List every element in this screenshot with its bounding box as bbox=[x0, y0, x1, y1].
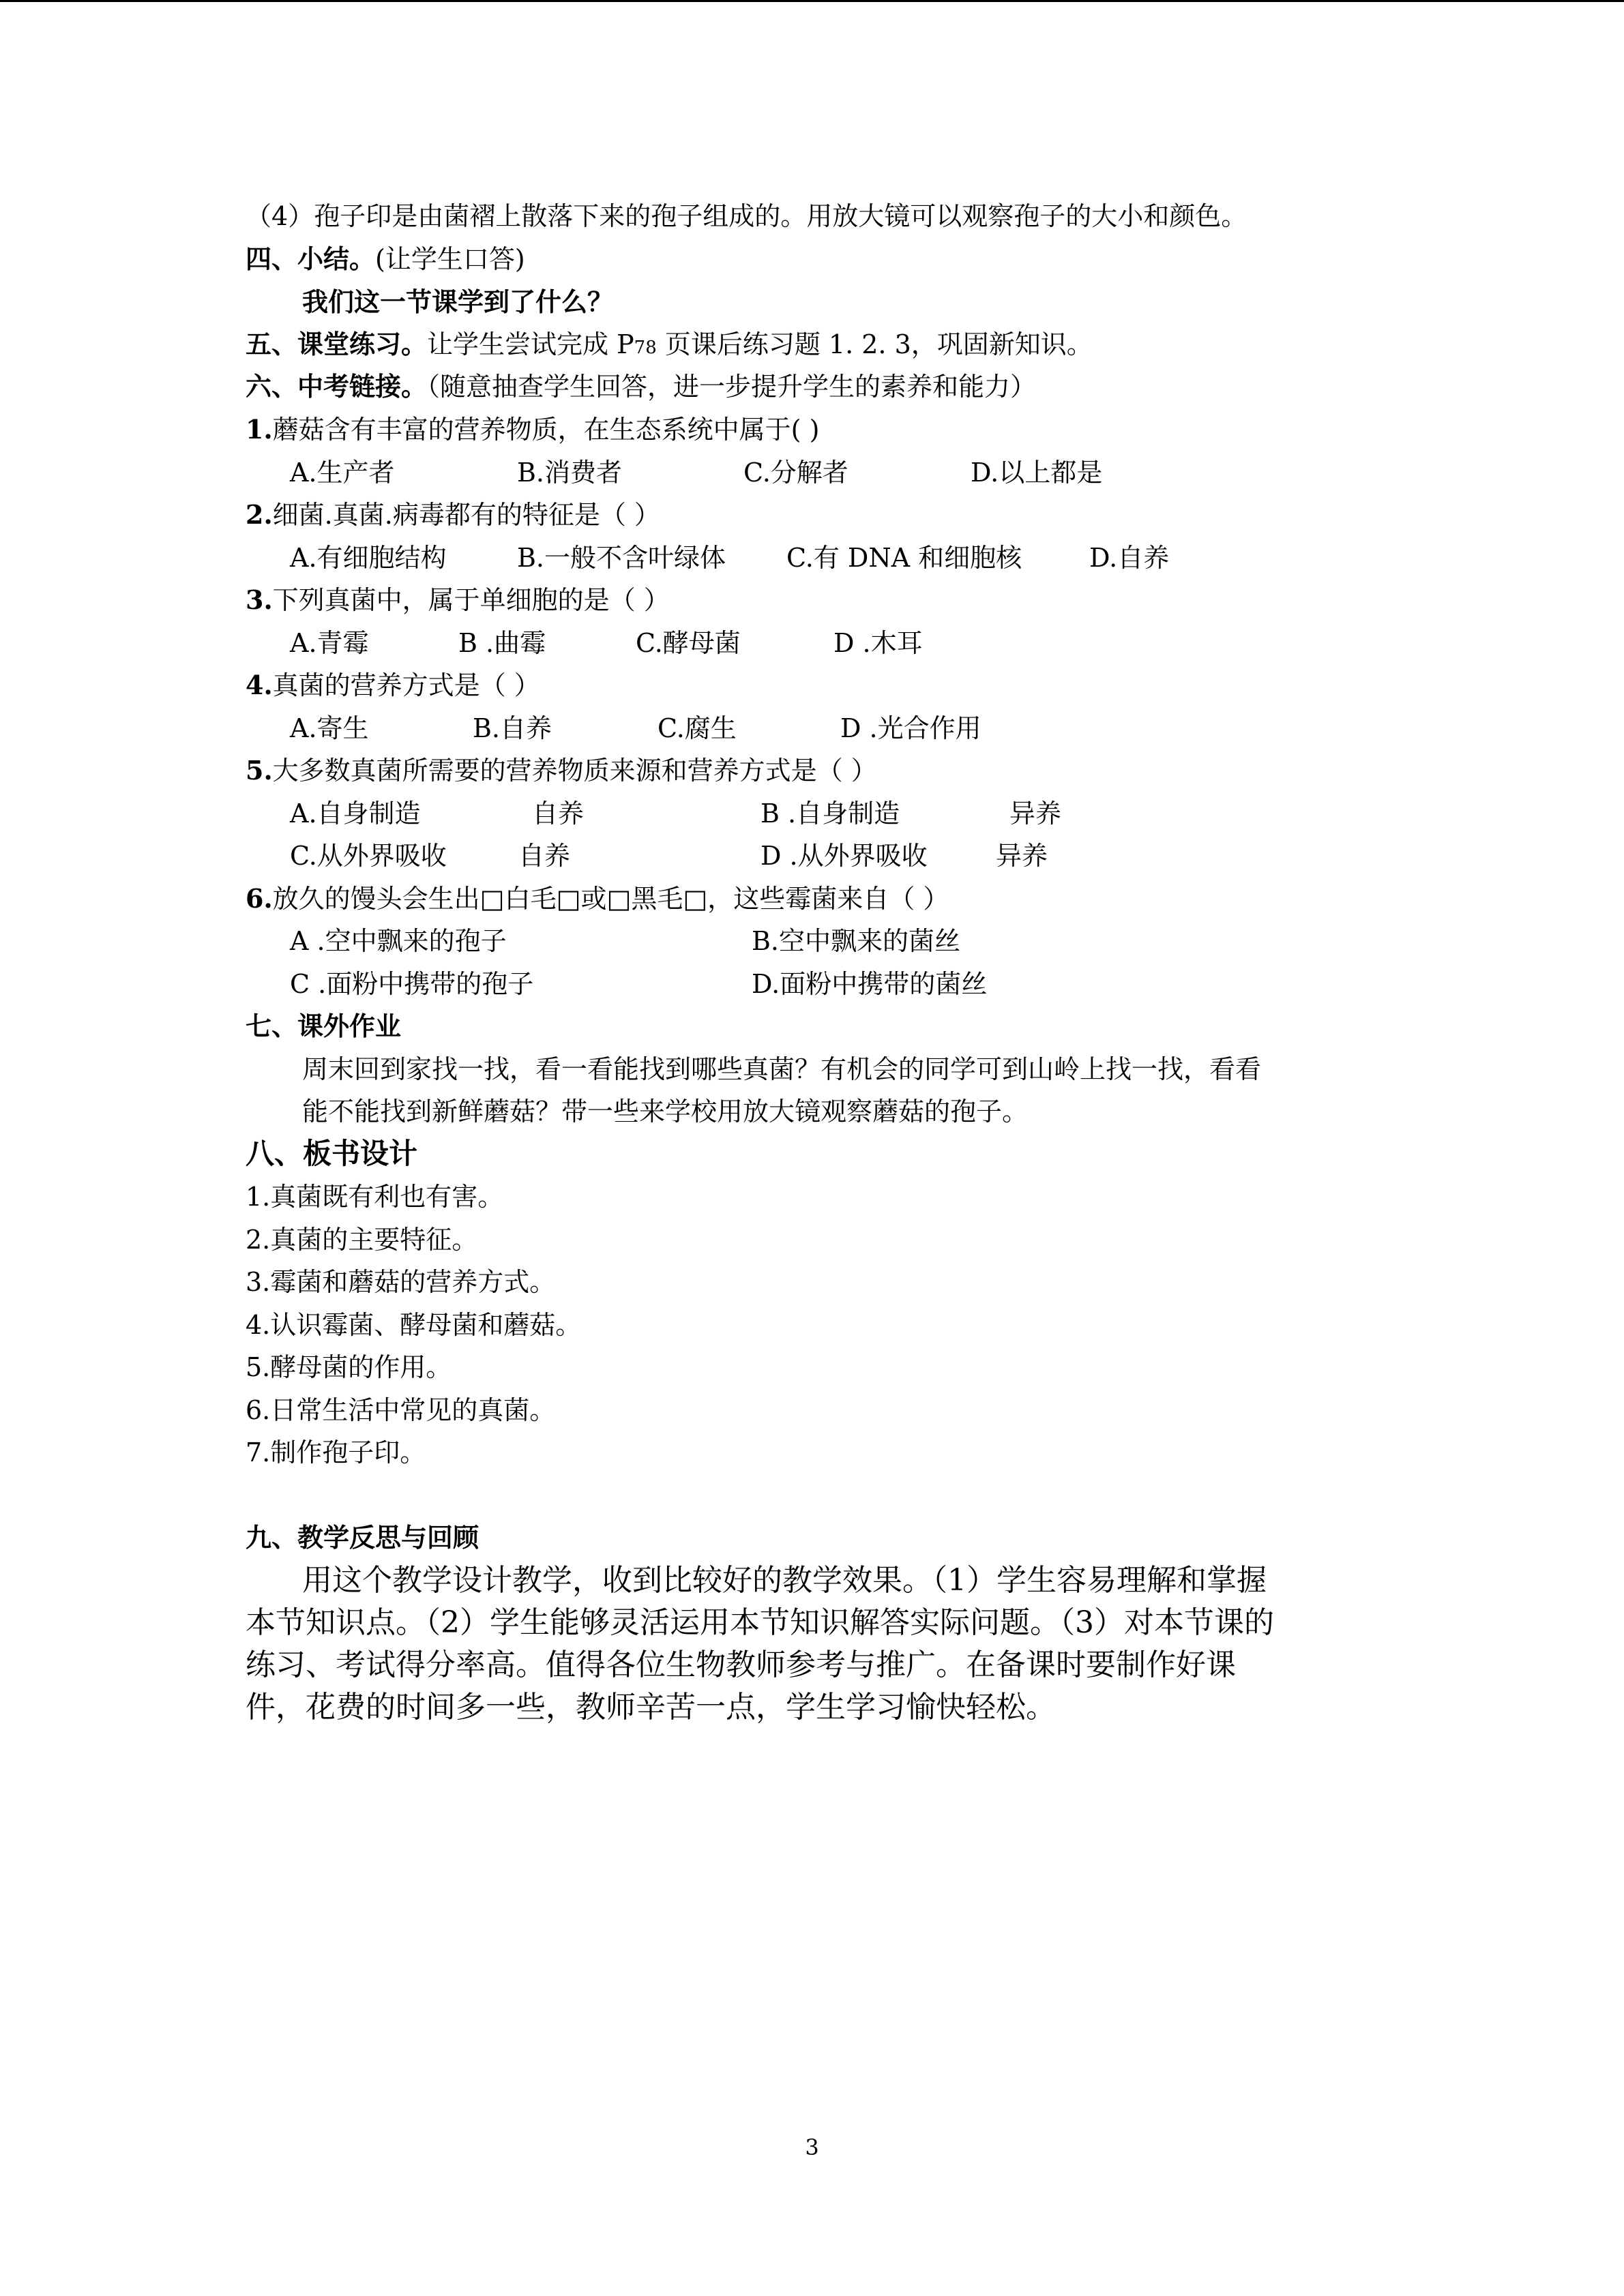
reflection-line-3: 练习、考试得分率高。值得各位生物教师参考与推广。在备课时要制作好课 bbox=[246, 1648, 1236, 1682]
question-5-option-d-type: 异养 bbox=[996, 841, 1048, 871]
question-4-option-c: C.腐生 bbox=[658, 713, 737, 743]
question-5-option-b-type: 异养 bbox=[1009, 799, 1062, 829]
question-3-option-d: D .木耳 bbox=[833, 628, 923, 658]
board-item-4: 4.认识霉菌、酵母菌和蘑菇。 bbox=[246, 1310, 582, 1340]
question-1-option-c: C.分解者 bbox=[743, 458, 848, 488]
question-5-option-b: B .自身制造 bbox=[761, 799, 900, 829]
question-1-stem bbox=[246, 413, 819, 447]
question-1-option-b: B.消费者 bbox=[517, 458, 623, 488]
section-5-text: 让学生尝试完成 P bbox=[427, 329, 634, 359]
question-5-number: 5. bbox=[246, 755, 273, 786]
question-1-option-d: D.以上都是 bbox=[971, 458, 1103, 488]
reflection-line-1: 用这个教学设计教学，收到比较好的教学效果。（1）学生容易理解和掌握 bbox=[302, 1563, 1267, 1598]
question-6-number: 6. bbox=[246, 883, 273, 914]
question-2-option-a: A.有细胞结构 bbox=[290, 543, 447, 573]
board-item-1: 1.真菌既有利也有害。 bbox=[246, 1182, 504, 1212]
question-5-stem bbox=[246, 754, 877, 788]
section-5-heading: 五、课堂练习。 bbox=[246, 329, 428, 359]
question-3-number: 3. bbox=[246, 584, 273, 615]
question-6-option-a: A .空中飘来的孢子 bbox=[290, 926, 507, 956]
section-8-heading: 八、板书设计 bbox=[246, 1137, 418, 1170]
section-4-line bbox=[246, 242, 525, 276]
board-item-2: 2.真菌的主要特征。 bbox=[246, 1225, 478, 1255]
board-item-6: 6.日常生活中常见的真菌。 bbox=[246, 1395, 556, 1425]
question-4-option-b: B.自养 bbox=[473, 713, 552, 743]
question-4-option-d: D .光合作用 bbox=[840, 713, 981, 743]
section-7-heading: 七、课外作业 bbox=[246, 1011, 402, 1041]
section-9-heading: 九、教学反思与回顾 bbox=[246, 1522, 479, 1553]
section-4-note: (让学生口答) bbox=[375, 244, 525, 274]
page-number: 3 bbox=[805, 2134, 819, 2160]
question-3-option-a: A.青霉 bbox=[290, 628, 369, 658]
board-item-3: 3.霉菌和蘑菇的营养方式。 bbox=[246, 1267, 556, 1297]
section-5-page-ref: 78 bbox=[634, 338, 657, 358]
question-1-text: 蘑菇含有丰富的营养物质，在生态系统中属于( ) bbox=[272, 415, 820, 445]
question-2-option-b: B.一般不含叶绿体 bbox=[517, 543, 726, 573]
question-1-option-a: A.生产者 bbox=[290, 458, 395, 488]
section-5-line bbox=[246, 327, 1093, 365]
question-3-option-c: C.酵母菌 bbox=[636, 628, 741, 658]
question-2-option-d: D.自养 bbox=[1089, 543, 1170, 573]
board-item-5: 5.酵母菌的作用。 bbox=[246, 1352, 452, 1382]
question-5-option-a: A.自身制造 bbox=[290, 799, 421, 829]
item-4-prefix: （4） bbox=[246, 201, 314, 231]
question-2-text: 细菌.真菌.病毒都有的特征是（ ） bbox=[272, 500, 660, 530]
question-6-option-c: C .面粉中携带的孢子 bbox=[290, 969, 534, 999]
item-4-line bbox=[246, 199, 1247, 233]
question-4-option-a: A.寄生 bbox=[290, 713, 369, 743]
question-6-option-d: D.面粉中携带的菌丝 bbox=[752, 969, 988, 999]
question-3-stem bbox=[246, 583, 670, 617]
question-5-option-d: D .从外界吸收 bbox=[761, 841, 928, 871]
question-5-option-c: C.从外界吸收 bbox=[290, 841, 447, 871]
question-2-stem bbox=[246, 498, 660, 532]
question-5-text: 大多数真菌所需要的营养物质来源和营养方式是（ ） bbox=[272, 756, 877, 786]
section-7-line-2: 能不能找到新鲜蘑菇？带一些来学校用放大镜观察蘑菇的孢子。 bbox=[302, 1097, 1029, 1127]
question-3-text: 下列真菌中，属于单细胞的是（ ） bbox=[272, 585, 670, 615]
question-6-stem bbox=[246, 882, 949, 916]
question-6-text: 放久的馒头会生出□白毛□或□黑毛□，这些霉菌来自（ ） bbox=[272, 884, 949, 914]
section-4-heading: 四、小结。 bbox=[246, 243, 376, 274]
question-4-text: 真菌的营养方式是（ ） bbox=[272, 670, 540, 700]
question-3-option-b: B .曲霉 bbox=[458, 628, 546, 658]
reflection-line-4: 件，花费的时间多一些，教师辛苦一点，学生学习愉快轻松。 bbox=[246, 1690, 1056, 1725]
reflection-line-2: 本节知识点。（2）学生能够灵活运用本节知识解答实际问题。（3）对本节课的 bbox=[246, 1605, 1274, 1640]
section-6-heading: 六、中考链接。 bbox=[246, 371, 428, 402]
item-4-text: 孢子印是由菌褶上散落下来的孢子组成的。用放大镜可以观察孢子的大小和颜色。 bbox=[314, 201, 1247, 231]
question-6-option-b: B.空中飘来的菌丝 bbox=[752, 926, 961, 956]
question-1-number: 1. bbox=[246, 414, 273, 445]
section-6-note: （随意抽查学生回答，进一步提升学生的素养和能力） bbox=[427, 372, 1037, 402]
question-5-option-c-type: 自养 bbox=[518, 841, 571, 871]
section-4-question: 我们这一节课学到了什么？ bbox=[302, 286, 614, 317]
question-4-stem bbox=[246, 668, 540, 702]
question-2-number: 2. bbox=[246, 499, 273, 530]
question-2-option-c: C.有 DNA 和细胞核 bbox=[786, 543, 1022, 573]
section-5-text-after: 页课后练习题 1. 2. 3，巩固新知识。 bbox=[656, 329, 1093, 359]
section-7-line-1: 周末回到家找一找，看一看能找到哪些真菌？有机会的同学可到山岭上找一找，看看 bbox=[302, 1054, 1262, 1084]
question-4-number: 4. bbox=[246, 670, 273, 700]
section-6-line bbox=[246, 370, 1036, 404]
board-item-7: 7.制作孢子印。 bbox=[246, 1437, 426, 1467]
question-5-option-a-type: 自养 bbox=[532, 799, 585, 829]
